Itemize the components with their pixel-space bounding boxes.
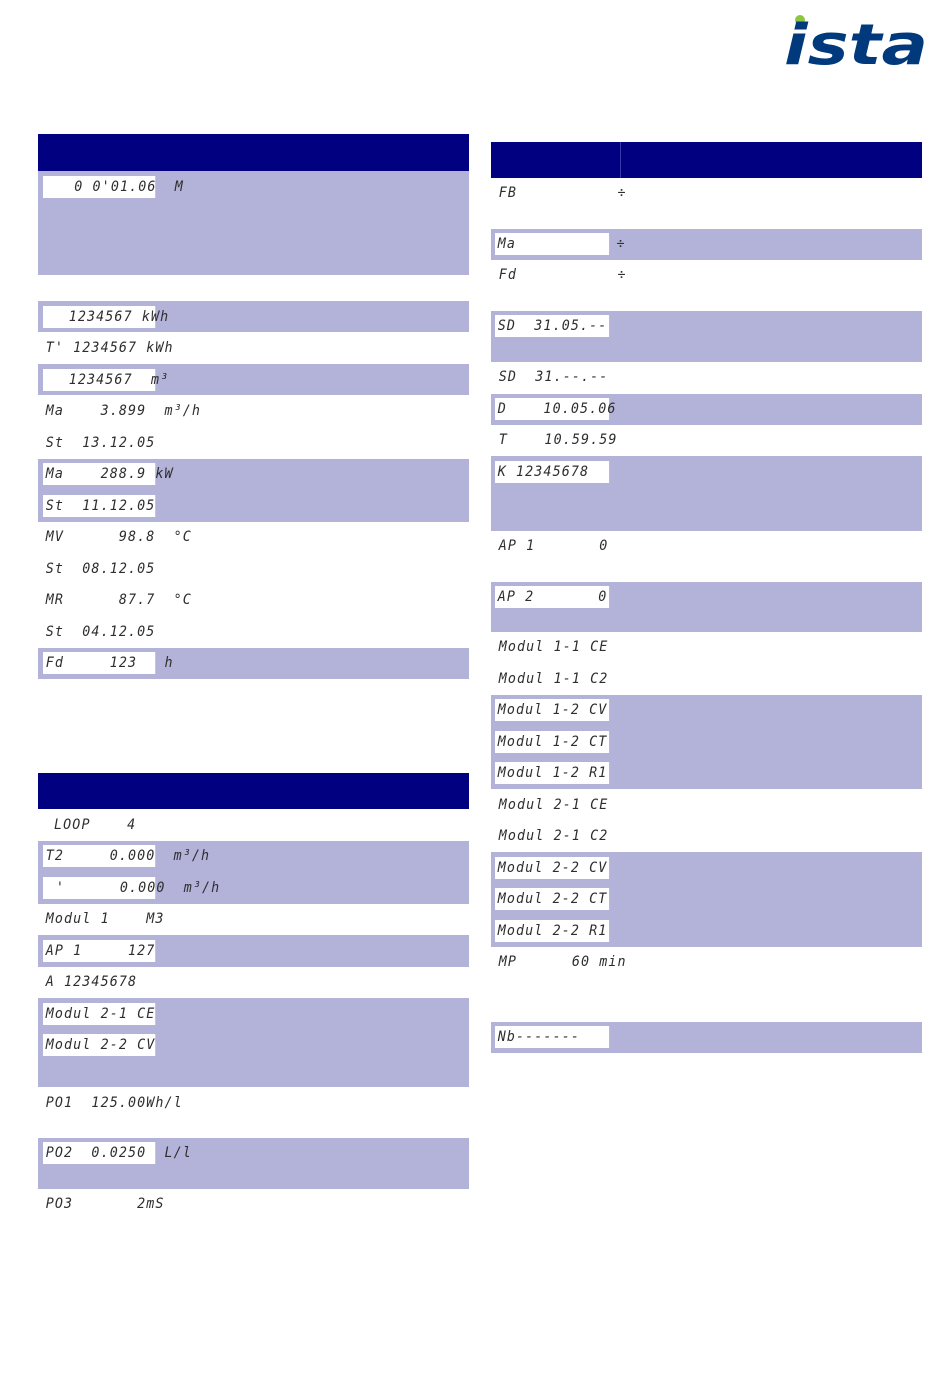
- lcd-display: Modul 2-1 CE: [498, 797, 609, 813]
- lcd-display: FB ÷: [498, 185, 627, 201]
- lcd-display: ' 0.000 m³/h: [43, 877, 155, 899]
- lcd-display: AP 1 127: [43, 940, 155, 962]
- right-column: [491, 142, 922, 1062]
- lcd-display: Ma 288.9 kW: [43, 463, 155, 485]
- lcd-display: SD 31.05.--: [495, 315, 609, 337]
- lcd-display: St 11.12.05: [43, 495, 155, 517]
- lcd-display: PO2 0.0250 L/l: [43, 1142, 155, 1164]
- lcd-display: K 12345678: [495, 461, 609, 483]
- lcd-display: St 13.12.05: [45, 435, 156, 451]
- lcd-display: Fd 123 h: [43, 652, 155, 674]
- ista-logo: [782, 4, 932, 78]
- lcd-display: MR 87.7 °C: [45, 592, 192, 608]
- header-divider: [620, 142, 621, 178]
- lcd-display: Modul 1-2 CT: [495, 731, 609, 753]
- lcd-display: Modul 2-2 CV: [43, 1034, 155, 1056]
- lcd-display: AP 1 0: [498, 538, 609, 554]
- lcd-display: Modul 2-1 CE: [43, 1003, 155, 1025]
- lcd-display: 0 0'01.06 M: [43, 176, 155, 198]
- left-column: [38, 134, 469, 1234]
- lcd-display: Ma 3.899 m³/h: [45, 403, 202, 419]
- lcd-display: Fd ÷: [498, 267, 627, 283]
- lcd-display: Modul 1-1 CE: [498, 639, 609, 655]
- lcd-display: MP 60 min: [498, 954, 627, 970]
- lcd-display: Modul 2-2 CT: [495, 888, 609, 910]
- lcd-display: PO3 2mS: [45, 1196, 165, 1212]
- table-header: [38, 134, 469, 171]
- lcd-display: LOOP 4: [54, 817, 137, 833]
- table-header: [491, 142, 922, 178]
- lcd-display: 1234567 kWh: [43, 306, 155, 328]
- lcd-display: Modul 1-1 C2: [498, 671, 609, 687]
- lcd-display: T 10.59.59: [498, 432, 618, 448]
- lcd-display: Modul 1-2 CV: [495, 699, 609, 721]
- logo-wordmark: ista: [784, 13, 928, 78]
- lcd-display: 1234567 m³: [43, 369, 155, 391]
- lcd-display: Nb-------: [495, 1026, 609, 1048]
- lcd-display: MV 98.8 °C: [45, 529, 192, 545]
- lcd-display: Modul 1-2 R1: [495, 762, 609, 784]
- table-header: [38, 773, 469, 809]
- lcd-display: Modul 2-2 R1: [495, 920, 609, 942]
- lcd-display: St 08.12.05: [45, 561, 156, 577]
- lcd-display: Modul 2-1 C2: [498, 828, 609, 844]
- lcd-display: PO1 125.00Wh/l: [45, 1095, 183, 1111]
- lcd-display: D 10.05.06: [495, 398, 609, 420]
- lcd-display: A 12345678: [45, 974, 138, 990]
- lcd-display: Modul 1 M3: [45, 911, 165, 927]
- lcd-display: AP 2 0: [495, 586, 609, 608]
- lcd-display: T' 1234567 kWh: [45, 340, 174, 356]
- lcd-display: Ma ÷: [495, 233, 609, 255]
- lcd-display: T2 0.000 m³/h: [43, 845, 155, 867]
- lcd-display: St 04.12.05: [45, 624, 156, 640]
- lcd-display: Modul 2-2 CV: [495, 857, 609, 879]
- lcd-display: SD 31.--.--: [498, 369, 609, 385]
